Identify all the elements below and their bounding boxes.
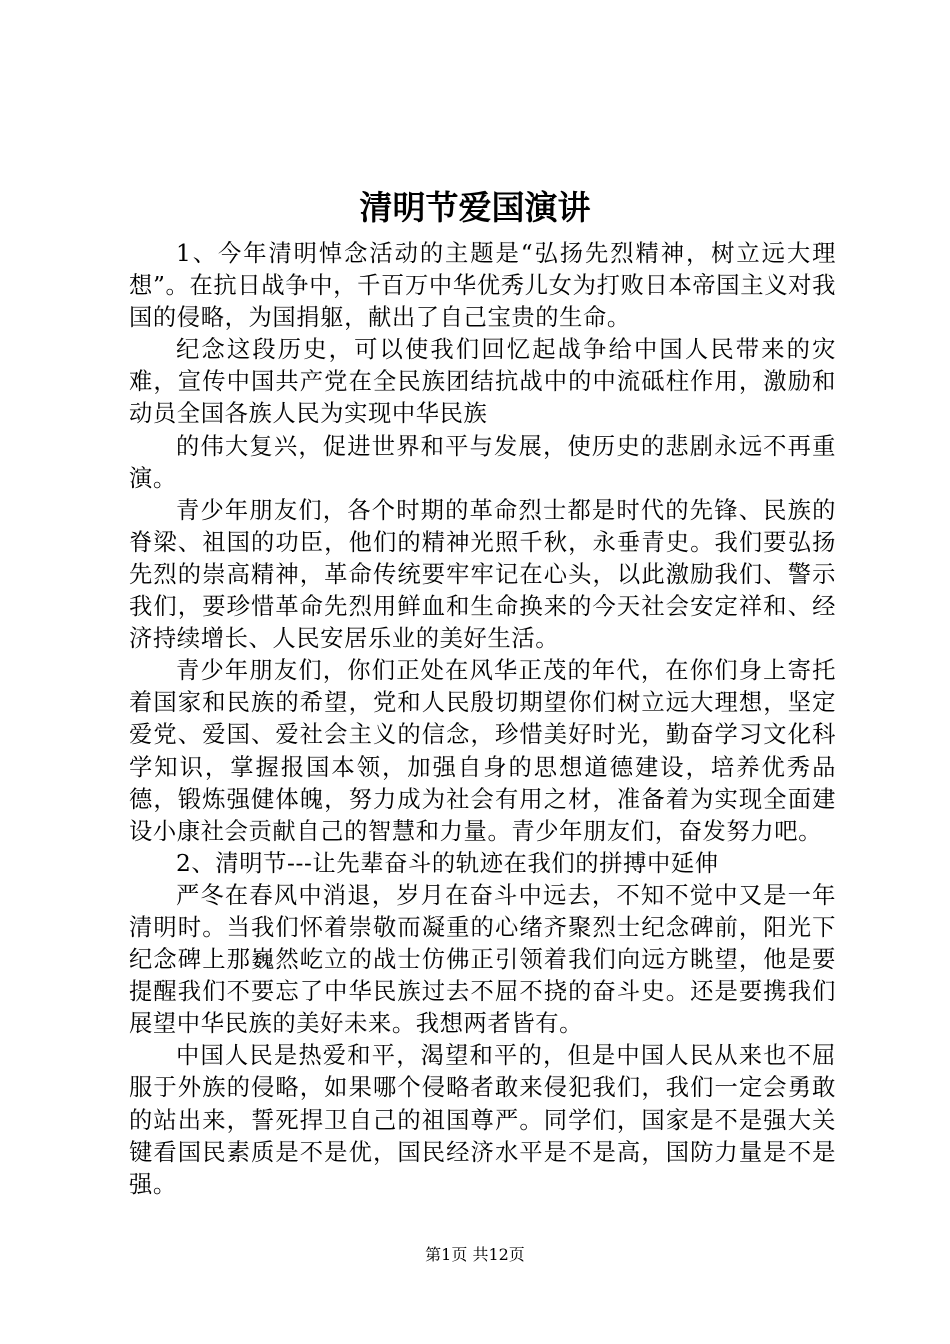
paragraph: 中国人民是热爱和平，渴望和平的，但是中国人民从来也不屈服于外族的侵略，如果哪个侵略者敢来侵犯我们，我们一定会勇敢的站出来，誓死捍卫自己的祖国尊严。同学们，国家是不是强大关键看国民素质是不是优，国民经济水平是不是高，国防力量是不是强。 xyxy=(129,1042,836,1198)
section-heading: 2、清明节---让先辈奋斗的轨迹在我们的拼搏中延伸 xyxy=(176,849,719,877)
paragraph: 严冬在春风中消退，岁月在奋斗中远去，不知不觉中又是一年清明时。当我们怀着崇敬而凝重的心绪齐聚烈士纪念碑前，阳光下纪念碑上那巍然屹立的战士仿佛正引领着我们向远方眺望，他是要提醒我们不要忘了中华民族过去不屈不挠的奋斗史。还是要携我们展望中华民族的美好未来。我想两者皆有。 xyxy=(129,881,836,1038)
page-title: 清明节爱国演讲 xyxy=(359,188,591,227)
paragraph: 青少年朋友们，各个时期的革命烈士都是时代的先锋、民族的脊梁、祖国的功臣，他们的精神光照千秋，永垂青史。我们要弘扬先烈的崇高精神，革命传统要牢牢记在心头，以此激励我们、警示我们，要珍惜革命先烈用鲜血和生命换来的今天社会安定祥和、经济持续增长、人民安居乐业的美好生活。 xyxy=(129,496,836,653)
paragraph: 青少年朋友们，你们正处在风华正茂的年代，在你们身上寄托着国家和民族的希望，党和人民殷切期望你们树立远大理想，坚定爱党、爱国、爱社会主义的信念，珍惜美好时光，勤奋学习文化科学知识，掌握报国本领，加强自身的思想道德建设，培养优秀品德，锻炼强健体魄，努力成为社会有用之材，准备着为实现全面建设小康社会贡献自己的智慧和力量。青少年朋友们，奋发努力吧。 xyxy=(129,657,836,845)
paragraph: 的伟大复兴，促进世界和平与发展，使历史的悲剧永远不再重演。 xyxy=(129,432,836,492)
paragraph: 纪念这段历史，可以使我们回忆起战争给中国人民带来的灾难，宣传中国共产党在全民族团结抗战中的中流砥柱作用，激励和动员全国各族人民为实现中华民族 xyxy=(129,336,836,428)
paragraph: 1、今年清明悼念活动的主题是“弘扬先烈精神，树立远大理想”。在抗日战争中，千百万中华优秀儿女为打败日本帝国主义对我国的侵略，为国捐躯，献出了自己宝贵的生命。 xyxy=(129,240,836,332)
page-number: 第1页 共12页 xyxy=(425,1245,525,1264)
document-body xyxy=(129,238,836,1201)
